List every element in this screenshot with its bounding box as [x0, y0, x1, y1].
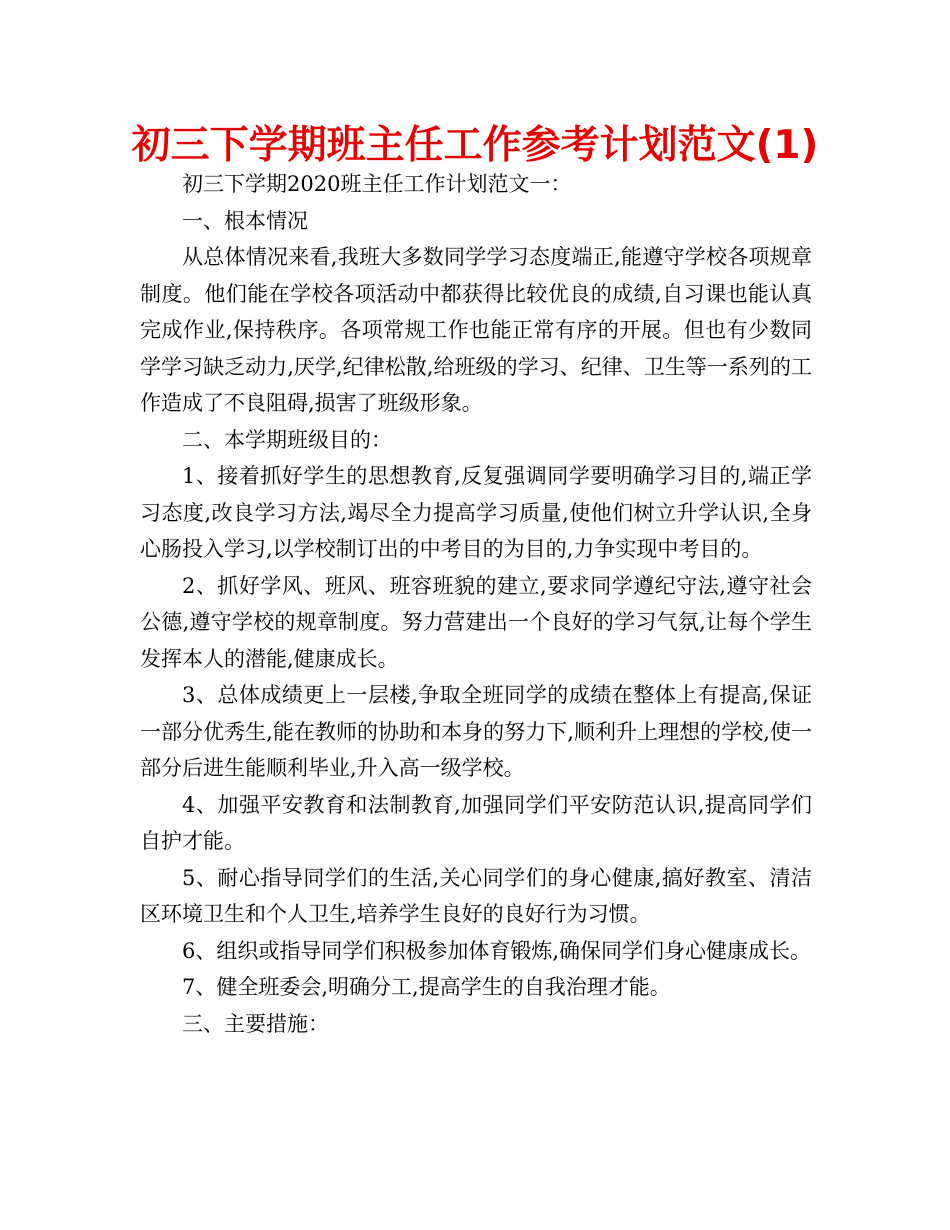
goal-item-1: 1、接着抓好学生的思想教育,反复强调同学要明确学习目的,端正学习态度,改良学习方法,竭尽全力提高学习质量,使他们树立升学认识,全身心肠投入学习,以学校制订出的中考目的为目的,力争实现中考目的。 [140, 464, 812, 561]
goal-item-3: 3、总体成绩更上一层楼,争取全班同学的成绩在整体上有提高,保证一部分优秀生,能在教师的协助和本身的努力下,顺利升上理想的学校,使一部分后进生能顺利毕业,升入高一级学校。 [140, 683, 812, 780]
section-heading-measures: 三、主要措施： [182, 1011, 329, 1036]
document-body [140, 166, 812, 1042]
goal-item-4: 4、加强平安教育和法制教育,加强同学们平安防范认识,提高同学们自护才能。 [140, 792, 812, 853]
goal-item-6: 6、组织或指导同学们积极参加体育锻炼,确保同学们身心健康成长。 [182, 938, 812, 963]
goal-item-2: 2、抓好学风、班风、班容班貌的建立,要求同学遵纪守法,遵守社会公德,遵守学校的规章制度。努力营建出一个良好的学习气氛,让每个学生发挥本人的潜能,健康成长。 [140, 573, 812, 671]
section-heading-basic-situation: 一、根本情况 [182, 208, 308, 233]
document-title: 初三下学期班主任工作参考计划范文(1) [131, 123, 819, 168]
goal-item-7: 7、健全班委会,明确分工,提高学生的自我治理才能。 [182, 975, 671, 999]
paragraph-intro: 初三下学期2020班主任工作计划范文一： [182, 172, 572, 196]
paragraph-basic-situation: 从总体情况来看,我班大多数同学学习态度端正,能遵守学校各项规章制度。他们能在学校各项活动中都获得比较优良的成绩,自习课也能认真完成作业,保持秩序。各项常规工作也能正常有序的开展。但也有少数同学学习缺乏动力,厌学,纪律松散,给班级的学习、纪律、卫生等一系列的工作造成了不良阻碍,损害了班级形象。 [140, 245, 812, 415]
section-heading-goals: 二、本学期班级目的： [182, 427, 392, 452]
goal-item-5: 5、耐心指导同学们的生活,关心同学们的身心健康,搞好教室、清洁区环境卫生和个人卫生,培养学生良好的良好行为习惯。 [140, 865, 812, 926]
